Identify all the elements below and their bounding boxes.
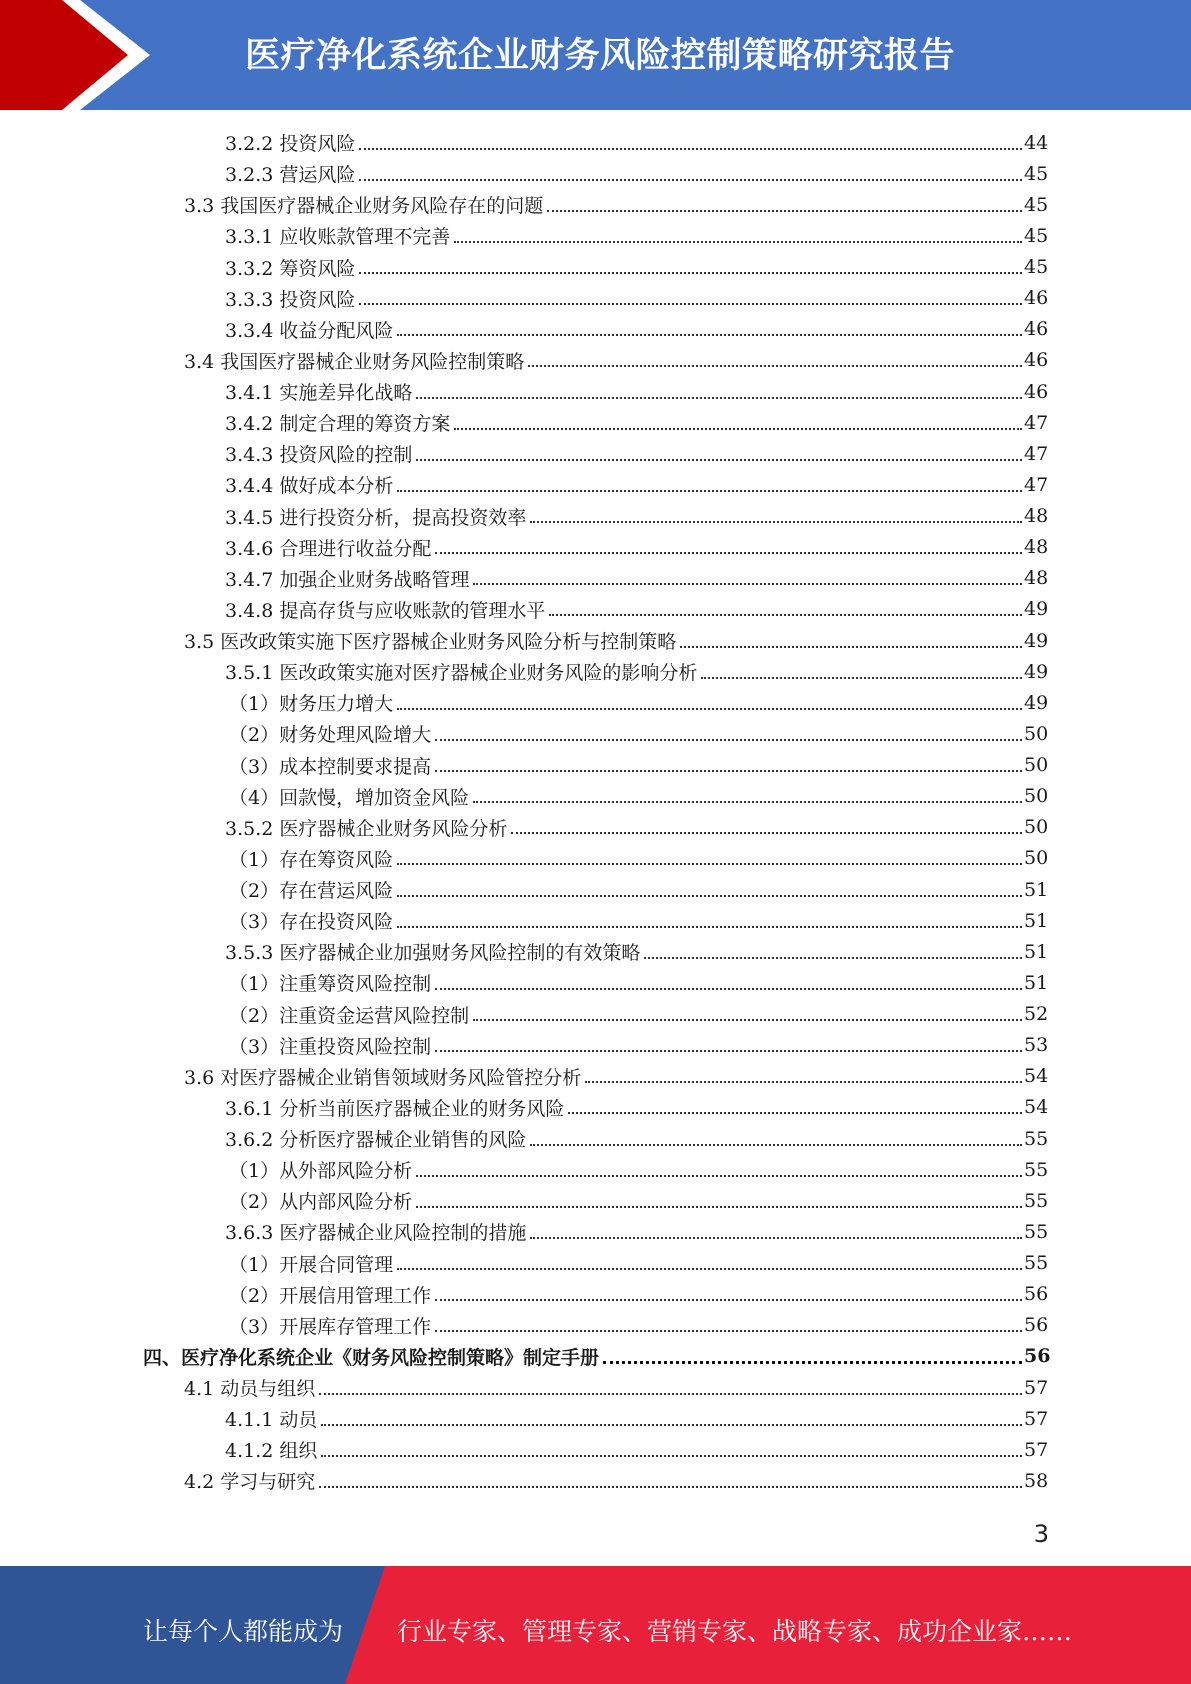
toc-entry[interactable] bbox=[0, 718, 1191, 749]
toc-entry[interactable] bbox=[0, 843, 1191, 874]
toc-entry-number: 3.2.2 bbox=[225, 133, 274, 156]
toc-entry-page: 46 bbox=[1024, 287, 1049, 310]
toc-entry-text bbox=[225, 254, 355, 281]
toc-entry-page: 51 bbox=[1024, 909, 1049, 932]
toc-dot-leader bbox=[397, 708, 1022, 710]
toc-entry-title: （2）从内部风险分析 bbox=[229, 1191, 413, 1214]
toc-entry[interactable] bbox=[0, 781, 1191, 812]
toc-dot-leader bbox=[319, 1393, 1022, 1395]
toc-entry-title: 应收账款管理不完善 bbox=[279, 226, 451, 249]
toc-entry-number: 3.6.2 bbox=[225, 1129, 274, 1152]
toc-entry[interactable] bbox=[0, 189, 1191, 220]
toc-entry[interactable] bbox=[0, 967, 1191, 998]
toc-entry-text bbox=[229, 1001, 469, 1028]
toc-entry-text bbox=[225, 378, 412, 405]
footer-slogan-left: 让每个人都能成为 bbox=[143, 1617, 344, 1646]
toc-entry[interactable] bbox=[0, 158, 1191, 189]
toc-entry-number: 3.4.3 bbox=[225, 444, 274, 467]
toc-entry-page: 55 bbox=[1024, 1220, 1049, 1243]
toc-dot-leader bbox=[603, 1361, 1022, 1364]
toc-entry[interactable] bbox=[0, 1279, 1191, 1310]
toc-entry-page: 49 bbox=[1024, 598, 1049, 621]
toc-entry-text bbox=[229, 720, 431, 747]
toc-dot-leader bbox=[416, 1175, 1022, 1177]
toc-dot-leader bbox=[528, 365, 1022, 367]
toc-entry-page: 45 bbox=[1024, 224, 1049, 247]
toc-entry-page: 56 bbox=[1024, 1345, 1051, 1368]
page-number: 3 bbox=[1033, 1520, 1049, 1548]
toc-entry-page: 47 bbox=[1024, 442, 1049, 465]
toc-dot-leader bbox=[397, 1268, 1022, 1270]
toc-entry-text bbox=[225, 938, 640, 965]
toc-dot-leader bbox=[397, 863, 1022, 865]
toc-entry-title: 动员与组织 bbox=[220, 1378, 316, 1401]
toc-entry[interactable] bbox=[0, 1092, 1191, 1123]
toc-entry-title: 做好成本分析 bbox=[279, 475, 394, 498]
toc-entry[interactable] bbox=[0, 687, 1191, 718]
toc-entry-title: 制定合理的筹资方案 bbox=[279, 413, 451, 436]
toc-entry-title: （2）注重资金运营风险控制 bbox=[229, 1004, 470, 1027]
toc-dot-leader bbox=[397, 334, 1022, 336]
toc-entry-title: 分析医疗器械企业销售的风险 bbox=[279, 1129, 527, 1152]
toc-entry-title: （3）存在投资风险 bbox=[229, 911, 394, 934]
toc-entry-title: 进行投资分析，提高投资效率 bbox=[279, 506, 527, 529]
toc-entry-title: 收益分配风险 bbox=[279, 319, 394, 342]
toc-entry-text bbox=[225, 1436, 317, 1463]
toc-entry-page: 57 bbox=[1024, 1407, 1049, 1430]
toc-entry-title: 学习与研究 bbox=[220, 1471, 316, 1494]
toc-dot-leader bbox=[701, 677, 1022, 679]
toc-entry-text bbox=[225, 1405, 317, 1432]
toc-entry[interactable] bbox=[0, 345, 1191, 376]
toc-entry-number: 3.4.5 bbox=[225, 506, 274, 529]
toc-entry-page: 57 bbox=[1024, 1376, 1049, 1399]
toc-entry-title: 组织 bbox=[279, 1440, 318, 1463]
toc-entry-text bbox=[229, 689, 393, 716]
toc-entry-text bbox=[229, 1281, 431, 1308]
toc-entry-number: 3.4 bbox=[184, 350, 215, 373]
toc-entry[interactable] bbox=[0, 314, 1191, 345]
toc-entry-page: 45 bbox=[1024, 256, 1049, 279]
toc-entry[interactable] bbox=[0, 594, 1191, 625]
toc-dot-leader bbox=[454, 428, 1022, 430]
toc-entry-text bbox=[229, 1312, 431, 1339]
toc-entry-title: 医改政策实施下医疗器械企业财务风险分析与控制策略 bbox=[220, 631, 677, 654]
toc-entry-page: 45 bbox=[1024, 193, 1049, 216]
toc-dot-leader bbox=[585, 1081, 1022, 1083]
toc-dot-leader bbox=[530, 521, 1022, 523]
toc-entry-text bbox=[229, 876, 393, 903]
toc-entry[interactable] bbox=[0, 1310, 1191, 1341]
toc-entry-number: 3.6.1 bbox=[225, 1097, 274, 1120]
toc-entry-text bbox=[225, 503, 526, 530]
toc-entry-title: 投资风险 bbox=[279, 288, 356, 311]
toc-entry-page: 50 bbox=[1024, 816, 1049, 839]
toc-entry-page: 55 bbox=[1024, 1252, 1049, 1275]
toc-entry[interactable] bbox=[0, 625, 1191, 656]
toc-entry-page: 47 bbox=[1024, 473, 1049, 496]
toc-entry[interactable] bbox=[0, 1248, 1191, 1279]
toc-entry-title: 对医疗器械企业销售领域财务风险管控分析 bbox=[220, 1066, 582, 1089]
toc-entry-text bbox=[225, 471, 393, 498]
toc-dot-leader bbox=[321, 1424, 1022, 1426]
toc-entry[interactable] bbox=[0, 905, 1191, 936]
toc-entry[interactable] bbox=[0, 1154, 1191, 1185]
table-of-contents bbox=[0, 127, 1191, 1497]
toc-entry-title: （2）开展信用管理工作 bbox=[229, 1284, 432, 1307]
toc-entry-number: 3.4.7 bbox=[225, 568, 274, 591]
toc-dot-leader bbox=[416, 397, 1022, 399]
toc-entry[interactable] bbox=[0, 469, 1191, 500]
toc-entry[interactable] bbox=[0, 438, 1191, 469]
toc-entry-title: 合理进行收益分配 bbox=[279, 537, 432, 560]
toc-entry-number: 3.4.8 bbox=[225, 599, 274, 622]
toc-entry[interactable] bbox=[0, 750, 1191, 781]
toc-entry-text bbox=[184, 347, 524, 374]
toc-entry-text bbox=[143, 1343, 599, 1370]
toc-entry-number: 3.4.6 bbox=[225, 537, 274, 560]
toc-entry-title: 加强企业财务战略管理 bbox=[279, 568, 470, 591]
toc-entry-text bbox=[184, 627, 676, 654]
toc-entry-text bbox=[225, 1094, 564, 1121]
toc-dot-leader bbox=[435, 1299, 1022, 1301]
toc-entry-title: 我国医疗器械企业财务风险控制策略 bbox=[220, 350, 525, 373]
toc-entry-title: （2）存在营运风险 bbox=[229, 880, 394, 903]
toc-entry-page: 49 bbox=[1024, 691, 1049, 714]
toc-entry-number: 3.5.3 bbox=[225, 942, 274, 965]
toc-entry-text bbox=[225, 222, 450, 249]
toc-entry-title: （3）开展库存管理工作 bbox=[229, 1315, 432, 1338]
toc-entry-text bbox=[184, 1374, 315, 1401]
toc-entry-page: 51 bbox=[1024, 971, 1049, 994]
toc-entry-title: （2）财务处理风险增大 bbox=[229, 724, 432, 747]
toc-dot-leader bbox=[359, 148, 1022, 150]
toc-entry-text bbox=[225, 658, 697, 685]
toc-entry-page: 56 bbox=[1024, 1314, 1049, 1337]
toc-entry[interactable] bbox=[0, 563, 1191, 594]
toc-entry[interactable] bbox=[0, 656, 1191, 687]
toc-dot-leader bbox=[435, 988, 1022, 990]
toc-entry-title: （1）从外部风险分析 bbox=[229, 1160, 413, 1183]
toc-dot-leader bbox=[473, 583, 1022, 585]
toc-entry-text bbox=[225, 596, 545, 623]
toc-dot-leader bbox=[397, 926, 1022, 928]
toc-entry-page: 49 bbox=[1024, 660, 1049, 683]
toc-entry-number: 4.2 bbox=[184, 1471, 215, 1494]
toc-entry-number: 3.6 bbox=[184, 1066, 215, 1089]
toc-entry-title: 提高存货与应收账款的管理水平 bbox=[279, 599, 546, 622]
toc-entry-page: 47 bbox=[1024, 411, 1049, 434]
toc-entry-number: 3.3 bbox=[184, 195, 215, 218]
footer-slogan-right: 行业专家、管理专家、营销专家、战略专家、成功企业家…… bbox=[397, 1617, 1073, 1646]
toc-entry-page: 58 bbox=[1024, 1469, 1049, 1492]
toc-dot-leader bbox=[549, 614, 1022, 616]
toc-entry[interactable] bbox=[0, 1123, 1191, 1154]
toc-entry-title: 我国医疗器械企业财务风险存在的问题 bbox=[220, 195, 544, 218]
toc-entry-number: 3.4.4 bbox=[225, 475, 274, 498]
toc-entry-text bbox=[225, 285, 355, 312]
toc-dot-leader bbox=[435, 1050, 1022, 1052]
toc-entry-number: 3.5.2 bbox=[225, 817, 274, 840]
toc-entry-page: 50 bbox=[1024, 785, 1049, 808]
toc-entry-page: 56 bbox=[1024, 1283, 1049, 1306]
toc-entry-page: 51 bbox=[1024, 940, 1049, 963]
toc-dot-leader bbox=[359, 303, 1022, 305]
toc-entry-text bbox=[229, 907, 393, 934]
toc-entry-page: 55 bbox=[1024, 1158, 1049, 1181]
toc-entry-page: 57 bbox=[1024, 1438, 1049, 1461]
toc-entry-page: 48 bbox=[1024, 567, 1049, 590]
toc-entry-title: 筹资风险 bbox=[279, 257, 356, 280]
toc-entry-number: 3.3.4 bbox=[225, 319, 274, 342]
toc-entry-page: 50 bbox=[1024, 847, 1049, 870]
toc-entry-title: 医疗器械企业财务风险分析 bbox=[279, 817, 508, 840]
toc-entry-text bbox=[225, 1125, 526, 1152]
toc-dot-leader bbox=[511, 832, 1022, 834]
toc-entry-text bbox=[229, 845, 393, 872]
toc-entry-number: 3.3.1 bbox=[225, 226, 274, 249]
toc-entry-title: 医改政策实施对医疗器械企业财务风险的影响分析 bbox=[279, 662, 698, 685]
toc-entry-page: 48 bbox=[1024, 505, 1049, 528]
toc-entry-text bbox=[229, 752, 431, 779]
toc-entry-text bbox=[184, 1467, 315, 1494]
toc-entry-text bbox=[225, 1218, 526, 1245]
toc-entry-title: （1）存在筹资风险 bbox=[229, 848, 394, 871]
toc-dot-leader bbox=[435, 552, 1022, 554]
toc-entry-title: 投资风险的控制 bbox=[279, 444, 413, 467]
toc-entry[interactable] bbox=[0, 936, 1191, 967]
toc-entry-text bbox=[225, 160, 355, 187]
toc-dot-leader bbox=[435, 739, 1022, 741]
toc-entry-page: 46 bbox=[1024, 380, 1049, 403]
toc-dot-leader bbox=[547, 210, 1022, 212]
toc-entry-text bbox=[229, 1032, 431, 1059]
toc-entry-number: 3.5.1 bbox=[225, 662, 274, 685]
toc-entry-page: 49 bbox=[1024, 629, 1049, 652]
toc-entry[interactable] bbox=[0, 1465, 1191, 1496]
toc-entry-page: 44 bbox=[1024, 131, 1049, 154]
toc-entry-page: 46 bbox=[1024, 318, 1049, 341]
toc-entry[interactable] bbox=[0, 1403, 1191, 1434]
toc-entry-title: （1）注重筹资风险控制 bbox=[229, 973, 432, 996]
toc-dot-leader bbox=[473, 801, 1022, 803]
toc-entry-page: 46 bbox=[1024, 349, 1049, 372]
toc-entry[interactable] bbox=[0, 376, 1191, 407]
toc-entry-text bbox=[225, 534, 431, 561]
toc-entry[interactable] bbox=[0, 1061, 1191, 1092]
toc-entry[interactable] bbox=[0, 1216, 1191, 1247]
toc-entry-page: 52 bbox=[1024, 1003, 1049, 1026]
toc-entry-page: 55 bbox=[1024, 1189, 1049, 1212]
toc-entry[interactable] bbox=[0, 220, 1191, 251]
toc-entry[interactable] bbox=[0, 501, 1191, 532]
toc-entry-page: 51 bbox=[1024, 878, 1049, 901]
toc-entry-title: 医疗器械企业风险控制的措施 bbox=[279, 1222, 527, 1245]
toc-entry[interactable] bbox=[0, 283, 1191, 314]
toc-dot-leader bbox=[568, 1112, 1022, 1114]
toc-entry-number: 3.5 bbox=[184, 631, 215, 654]
toc-dot-leader bbox=[397, 895, 1022, 897]
toc-entry-page: 54 bbox=[1024, 1096, 1049, 1119]
toc-entry-text bbox=[229, 1187, 412, 1214]
toc-entry-text bbox=[225, 316, 393, 343]
page-header bbox=[0, 0, 1191, 110]
toc-entry-title: 医疗器械企业加强财务风险控制的有效策略 bbox=[279, 942, 641, 965]
toc-entry[interactable] bbox=[0, 1185, 1191, 1216]
toc-entry-number: 3.2.3 bbox=[225, 164, 274, 187]
header-chevron-decoration bbox=[0, 0, 160, 110]
toc-dot-leader bbox=[416, 459, 1022, 461]
toc-dot-leader bbox=[416, 1206, 1022, 1208]
toc-dot-leader bbox=[644, 957, 1022, 959]
toc-dot-leader bbox=[530, 1237, 1022, 1239]
toc-entry-number: 3.3.2 bbox=[225, 257, 274, 280]
toc-entry-page: 54 bbox=[1024, 1065, 1049, 1088]
toc-entry-title: 动员 bbox=[279, 1409, 318, 1432]
toc-entry-number: 3.3.3 bbox=[225, 288, 274, 311]
toc-entry-page: 55 bbox=[1024, 1127, 1049, 1150]
toc-entry-title: 分析当前医疗器械企业的财务风险 bbox=[279, 1097, 565, 1120]
toc-entry-page: 50 bbox=[1024, 754, 1049, 777]
toc-dot-leader bbox=[680, 646, 1022, 648]
toc-entry-text bbox=[225, 409, 450, 436]
toc-entry-text bbox=[229, 783, 469, 810]
toc-entry[interactable] bbox=[0, 999, 1191, 1030]
toc-dot-leader bbox=[435, 1330, 1022, 1332]
toc-entry-title: （3）成本控制要求提高 bbox=[229, 755, 432, 778]
toc-entry-text bbox=[225, 129, 355, 156]
toc-entry-text bbox=[184, 1063, 581, 1090]
toc-entry[interactable] bbox=[0, 874, 1191, 905]
toc-entry-title: （1）财务压力增大 bbox=[229, 693, 394, 716]
toc-entry-page: 53 bbox=[1024, 1034, 1049, 1057]
toc-entry-number: 4.1.2 bbox=[225, 1440, 274, 1463]
toc-entry-title: （3）注重投资风险控制 bbox=[229, 1035, 432, 1058]
toc-dot-leader bbox=[321, 1455, 1022, 1457]
toc-dot-leader bbox=[473, 1019, 1022, 1021]
toc-entry[interactable] bbox=[0, 1030, 1191, 1061]
toc-entry-page: 45 bbox=[1024, 162, 1049, 185]
toc-dot-leader bbox=[359, 179, 1022, 181]
toc-entry-text bbox=[229, 1250, 393, 1277]
toc-entry-text bbox=[225, 565, 469, 592]
toc-entry-title: 投资风险 bbox=[279, 133, 356, 156]
toc-entry-text bbox=[225, 814, 507, 841]
toc-entry-text bbox=[229, 1156, 412, 1183]
toc-entry[interactable] bbox=[0, 407, 1191, 438]
toc-entry[interactable] bbox=[0, 252, 1191, 283]
toc-entry-number: 3.6.3 bbox=[225, 1222, 274, 1245]
toc-entry-title: 四、医疗净化系统企业《财务风险控制策略》制定手册 bbox=[143, 1346, 600, 1369]
toc-entry-number: 3.4.1 bbox=[225, 382, 274, 405]
toc-entry-title: （4）回款慢，增加资金风险 bbox=[229, 786, 470, 809]
toc-entry-number: 4.1.1 bbox=[225, 1409, 274, 1432]
toc-entry[interactable] bbox=[0, 812, 1191, 843]
toc-dot-leader bbox=[397, 490, 1022, 492]
page-footer bbox=[0, 1566, 1191, 1684]
toc-entry-text bbox=[225, 440, 412, 467]
toc-dot-leader bbox=[359, 272, 1022, 274]
toc-entry-title: 营运风险 bbox=[279, 164, 356, 187]
toc-entry[interactable] bbox=[0, 532, 1191, 563]
toc-dot-leader bbox=[319, 1486, 1022, 1488]
toc-entry-title: 实施差异化战略 bbox=[279, 382, 413, 405]
toc-entry[interactable] bbox=[0, 1434, 1191, 1465]
toc-entry-text bbox=[184, 191, 543, 218]
toc-entry[interactable] bbox=[0, 127, 1191, 158]
report-title: 医疗净化系统企业财务风险控制策略研究报告 bbox=[245, 36, 956, 76]
toc-entry-number: 4.1 bbox=[184, 1378, 215, 1401]
toc-dot-leader bbox=[454, 241, 1022, 243]
toc-entry[interactable] bbox=[0, 1372, 1191, 1403]
toc-entry[interactable] bbox=[0, 1341, 1191, 1372]
toc-entry-number: 3.4.2 bbox=[225, 413, 274, 436]
toc-entry-page: 48 bbox=[1024, 536, 1049, 559]
toc-dot-leader bbox=[435, 770, 1022, 772]
toc-entry-title: （1）开展合同管理 bbox=[229, 1253, 394, 1276]
toc-entry-page: 50 bbox=[1024, 722, 1049, 745]
toc-entry-text bbox=[229, 969, 431, 996]
toc-dot-leader bbox=[530, 1144, 1022, 1146]
